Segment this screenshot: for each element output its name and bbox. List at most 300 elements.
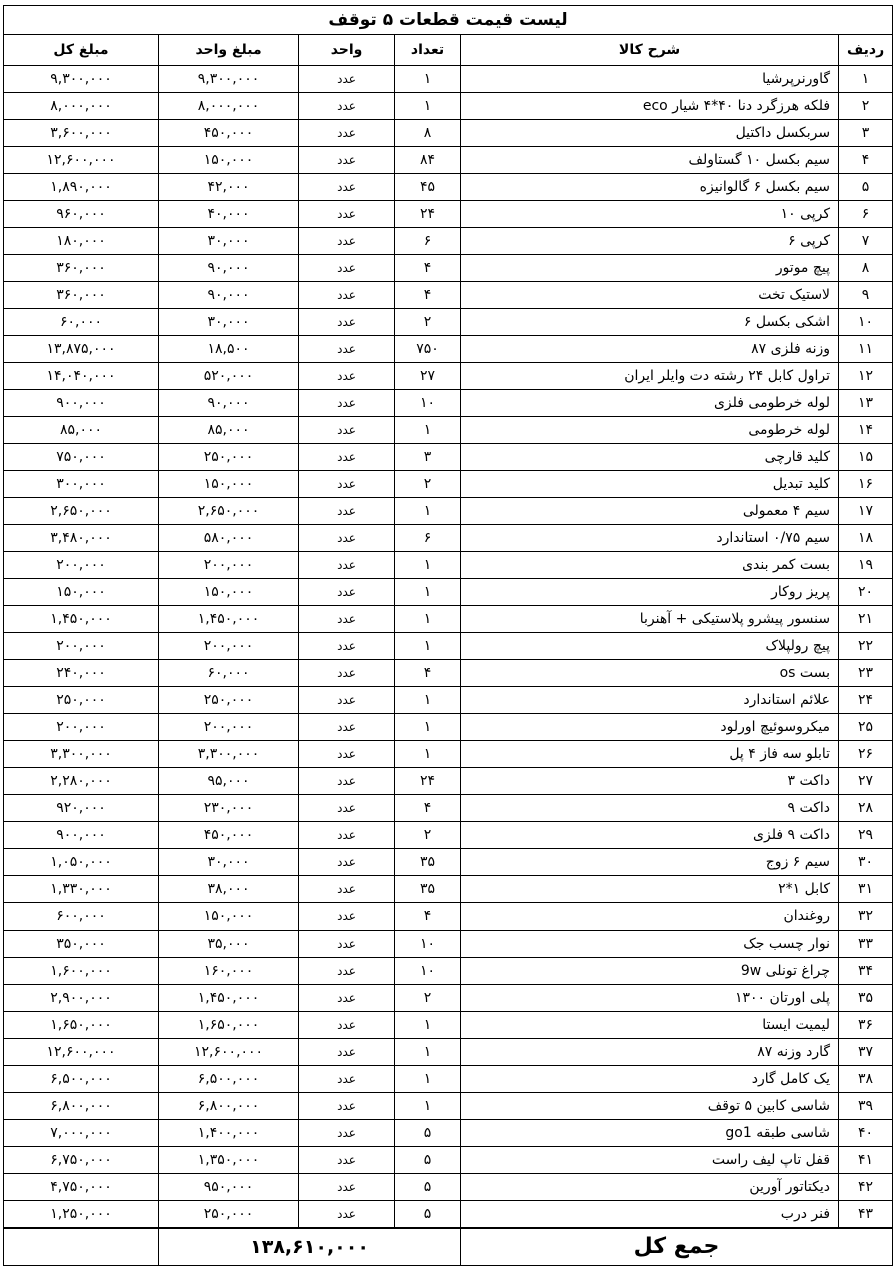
row-unit-price: ۶,۵۰۰,۰۰۰ <box>159 1065 299 1092</box>
table-row <box>4 255 893 282</box>
row-quantity: ۷۵۰ <box>395 336 461 363</box>
table-row <box>4 120 893 147</box>
row-index: ۵ <box>839 174 893 201</box>
row-quantity: ۱ <box>395 1038 461 1065</box>
table-row <box>4 147 893 174</box>
row-description: لیمیت ایستا <box>461 1011 839 1038</box>
row-unit: عدد <box>299 255 395 282</box>
row-unit-price: ۴۵۰,۰۰۰ <box>159 120 299 147</box>
table-row <box>4 1065 893 1092</box>
table-row <box>4 363 893 390</box>
price-list-sheet <box>3 5 892 1277</box>
row-description: کلید قارچی <box>461 444 839 471</box>
row-total-price: ۱۴,۰۴۰,۰۰۰ <box>4 363 159 390</box>
row-unit: عدد <box>299 1200 395 1228</box>
row-total-price: ۶,۷۵۰,۰۰۰ <box>4 1146 159 1173</box>
table-row <box>4 471 893 498</box>
row-unit: عدد <box>299 417 395 444</box>
row-index: ۲۰ <box>839 579 893 606</box>
row-index: ۳۶ <box>839 1011 893 1038</box>
row-total-price: ۴,۷۵۰,۰۰۰ <box>4 1173 159 1200</box>
row-unit-price: ۸۵,۰۰۰ <box>159 417 299 444</box>
row-total-price: ۲,۹۰۰,۰۰۰ <box>4 984 159 1011</box>
row-unit: عدد <box>299 1065 395 1092</box>
row-unit-price: ۱۵۰,۰۰۰ <box>159 471 299 498</box>
row-total-price: ۹,۳۰۰,۰۰۰ <box>4 66 159 93</box>
table-row <box>4 1146 893 1173</box>
row-unit-price: ۲۳۰,۰۰۰ <box>159 795 299 822</box>
table-row <box>4 1038 893 1065</box>
row-quantity: ۳۵ <box>395 876 461 903</box>
row-unit: عدد <box>299 120 395 147</box>
row-quantity: ۵ <box>395 1173 461 1200</box>
table-row <box>4 984 893 1011</box>
row-index: ۸ <box>839 255 893 282</box>
row-description: داکت ۹ فلزی <box>461 822 839 849</box>
table-body <box>4 66 893 1228</box>
row-total-price: ۱,۳۳۰,۰۰۰ <box>4 876 159 903</box>
table-row <box>4 822 893 849</box>
row-unit: عدد <box>299 1146 395 1173</box>
row-description: سربکسل داکتیل <box>461 120 839 147</box>
row-quantity: ۱ <box>395 1011 461 1038</box>
row-unit: عدد <box>299 822 395 849</box>
row-total-price: ۱,۲۵۰,۰۰۰ <box>4 1200 159 1228</box>
row-quantity: ۱ <box>395 498 461 525</box>
row-total-price: ۱۳,۸۷۵,۰۰۰ <box>4 336 159 363</box>
row-unit-price: ۱۵۰,۰۰۰ <box>159 903 299 930</box>
row-unit: عدد <box>299 1038 395 1065</box>
row-index: ۱۳ <box>839 390 893 417</box>
page-title: لیست قیمت قطعات ۵ توقف <box>4 6 893 35</box>
row-unit-price: ۳۰,۰۰۰ <box>159 309 299 336</box>
row-description: روغندان <box>461 903 839 930</box>
row-description: گارد وزنه ۸۷ <box>461 1038 839 1065</box>
row-quantity: ۴ <box>395 903 461 930</box>
row-quantity: ۵ <box>395 1119 461 1146</box>
row-total-price: ۱۵۰,۰۰۰ <box>4 579 159 606</box>
row-description: سیم بکسل ۱۰ گستاولف <box>461 147 839 174</box>
row-total-price: ۶,۵۰۰,۰۰۰ <box>4 1065 159 1092</box>
row-unit: عدد <box>299 471 395 498</box>
table-row <box>4 660 893 687</box>
row-unit: عدد <box>299 444 395 471</box>
row-description: بست کمر بندی <box>461 552 839 579</box>
row-unit: عدد <box>299 795 395 822</box>
row-description: قفل تاپ لیف راست <box>461 1146 839 1173</box>
row-unit-price: ۴۵۰,۰۰۰ <box>159 822 299 849</box>
row-quantity: ۱ <box>395 633 461 660</box>
row-quantity: ۱۰ <box>395 930 461 957</box>
row-index: ۱۸ <box>839 525 893 552</box>
row-total-price: ۶,۸۰۰,۰۰۰ <box>4 1092 159 1119</box>
row-unit-price: ۱۸,۵۰۰ <box>159 336 299 363</box>
row-description: سنسور پیشرو پلاستیکی + آهنربا <box>461 606 839 633</box>
row-unit-price: ۱۲,۶۰۰,۰۰۰ <box>159 1038 299 1065</box>
row-index: ۲۷ <box>839 768 893 795</box>
row-total-price: ۸۵,۰۰۰ <box>4 417 159 444</box>
row-quantity: ۴ <box>395 282 461 309</box>
table-row <box>4 1092 893 1119</box>
table-row <box>4 876 893 903</box>
table-row <box>4 444 893 471</box>
row-unit-price: ۸,۰۰۰,۰۰۰ <box>159 93 299 120</box>
row-unit-price: ۹۰,۰۰۰ <box>159 255 299 282</box>
row-description: تابلو سه فاز ۴ پل <box>461 741 839 768</box>
grand-total-empty-cell <box>4 1228 159 1266</box>
row-description: فلکه هرزگرد دنا ۴۰*۴ شیار eco <box>461 93 839 120</box>
row-unit: عدد <box>299 228 395 255</box>
row-unit-price: ۲۰۰,۰۰۰ <box>159 714 299 741</box>
row-unit-price: ۱,۴۵۰,۰۰۰ <box>159 606 299 633</box>
row-total-price: ۲۰۰,۰۰۰ <box>4 714 159 741</box>
row-unit: عدد <box>299 282 395 309</box>
row-quantity: ۱ <box>395 579 461 606</box>
row-description: پیچ رولپلاک <box>461 633 839 660</box>
row-total-price: ۱,۶۰۰,۰۰۰ <box>4 957 159 984</box>
row-total-price: ۱۸۰,۰۰۰ <box>4 228 159 255</box>
row-total-price: ۲۰۰,۰۰۰ <box>4 552 159 579</box>
row-quantity: ۵ <box>395 1146 461 1173</box>
table-row <box>4 606 893 633</box>
row-unit: عدد <box>299 66 395 93</box>
row-unit-price: ۲۰۰,۰۰۰ <box>159 633 299 660</box>
row-quantity: ۲ <box>395 471 461 498</box>
row-unit-price: ۹۰,۰۰۰ <box>159 282 299 309</box>
row-total-price: ۳,۴۸۰,۰۰۰ <box>4 525 159 552</box>
table-row <box>4 174 893 201</box>
row-description: لوله خرطومی <box>461 417 839 444</box>
row-index: ۳۱ <box>839 876 893 903</box>
row-quantity: ۸ <box>395 120 461 147</box>
row-unit: عدد <box>299 876 395 903</box>
table-row <box>4 741 893 768</box>
header-quantity: تعداد <box>395 35 461 66</box>
table-row <box>4 228 893 255</box>
row-unit-price: ۵۲۰,۰۰۰ <box>159 363 299 390</box>
row-unit: عدد <box>299 606 395 633</box>
row-description: یک کامل گارد <box>461 1065 839 1092</box>
row-unit-price: ۳۰,۰۰۰ <box>159 849 299 876</box>
table-row <box>4 1119 893 1146</box>
row-index: ۲ <box>839 93 893 120</box>
row-index: ۱۷ <box>839 498 893 525</box>
row-description: شاسی طبقه go1 <box>461 1119 839 1146</box>
header-index: ردیف <box>839 35 893 66</box>
row-index: ۹ <box>839 282 893 309</box>
row-description: پیچ موتور <box>461 255 839 282</box>
row-quantity: ۱ <box>395 606 461 633</box>
row-description: سیم ۴ معمولی <box>461 498 839 525</box>
row-total-price: ۱۲,۶۰۰,۰۰۰ <box>4 1038 159 1065</box>
row-description: لاستیک تخت <box>461 282 839 309</box>
header-row <box>4 35 893 66</box>
row-description: سیم ۰/۷۵ استاندارد <box>461 525 839 552</box>
row-quantity: ۲۴ <box>395 201 461 228</box>
row-unit-price: ۱۵۰,۰۰۰ <box>159 579 299 606</box>
row-quantity: ۸۴ <box>395 147 461 174</box>
row-quantity: ۴ <box>395 255 461 282</box>
row-quantity: ۲ <box>395 309 461 336</box>
row-index: ۱۹ <box>839 552 893 579</box>
row-description: داکت ۹ <box>461 795 839 822</box>
row-unit: عدد <box>299 1173 395 1200</box>
row-total-price: ۳,۳۰۰,۰۰۰ <box>4 741 159 768</box>
row-index: ۲۲ <box>839 633 893 660</box>
row-index: ۳۷ <box>839 1038 893 1065</box>
row-description: پلی اورتان ۱۳۰۰ <box>461 984 839 1011</box>
row-quantity: ۱ <box>395 741 461 768</box>
row-unit: عدد <box>299 579 395 606</box>
row-quantity: ۱ <box>395 93 461 120</box>
table-row <box>4 282 893 309</box>
row-unit: عدد <box>299 741 395 768</box>
row-unit-price: ۲۵۰,۰۰۰ <box>159 1200 299 1228</box>
row-quantity: ۳۵ <box>395 849 461 876</box>
row-unit: عدد <box>299 930 395 957</box>
row-total-price: ۷,۰۰۰,۰۰۰ <box>4 1119 159 1146</box>
row-total-price: ۳۰۰,۰۰۰ <box>4 471 159 498</box>
row-total-price: ۳,۶۰۰,۰۰۰ <box>4 120 159 147</box>
row-unit: عدد <box>299 147 395 174</box>
row-unit: عدد <box>299 1092 395 1119</box>
title-row <box>4 6 893 35</box>
row-unit-price: ۴۰,۰۰۰ <box>159 201 299 228</box>
row-total-price: ۹۲۰,۰۰۰ <box>4 795 159 822</box>
row-unit-price: ۹۰,۰۰۰ <box>159 390 299 417</box>
row-index: ۳۸ <box>839 1065 893 1092</box>
row-unit: عدد <box>299 336 395 363</box>
row-description: اشکی بکسل ۶ <box>461 309 839 336</box>
row-unit: عدد <box>299 903 395 930</box>
table-row <box>4 1011 893 1038</box>
row-index: ۱ <box>839 66 893 93</box>
row-index: ۳۴ <box>839 957 893 984</box>
row-unit-price: ۹۵,۰۰۰ <box>159 768 299 795</box>
row-total-price: ۲۵۰,۰۰۰ <box>4 687 159 714</box>
row-total-price: ۲,۶۵۰,۰۰۰ <box>4 498 159 525</box>
row-quantity: ۱ <box>395 66 461 93</box>
row-quantity: ۶ <box>395 228 461 255</box>
row-total-price: ۱۲,۶۰۰,۰۰۰ <box>4 147 159 174</box>
row-quantity: ۲۴ <box>395 768 461 795</box>
row-index: ۳۳ <box>839 930 893 957</box>
row-index: ۱۰ <box>839 309 893 336</box>
row-quantity: ۶ <box>395 525 461 552</box>
row-unit: عدد <box>299 633 395 660</box>
header-total-price: مبلغ کل <box>4 35 159 66</box>
row-description: دیکتاتور آورین <box>461 1173 839 1200</box>
row-unit: عدد <box>299 849 395 876</box>
row-total-price: ۶۰۰,۰۰۰ <box>4 903 159 930</box>
row-index: ۳۲ <box>839 903 893 930</box>
row-total-price: ۱,۰۵۰,۰۰۰ <box>4 849 159 876</box>
row-total-price: ۳۶۰,۰۰۰ <box>4 255 159 282</box>
row-index: ۳۰ <box>839 849 893 876</box>
row-unit-price: ۱,۶۵۰,۰۰۰ <box>159 1011 299 1038</box>
table-row <box>4 417 893 444</box>
row-index: ۲۳ <box>839 660 893 687</box>
row-unit: عدد <box>299 93 395 120</box>
row-index: ۲۵ <box>839 714 893 741</box>
row-quantity: ۱۰ <box>395 957 461 984</box>
row-unit-price: ۳,۳۰۰,۰۰۰ <box>159 741 299 768</box>
row-total-price: ۲۴۰,۰۰۰ <box>4 660 159 687</box>
row-quantity: ۱ <box>395 417 461 444</box>
row-unit-price: ۲۵۰,۰۰۰ <box>159 444 299 471</box>
row-description: علائم استاندارد <box>461 687 839 714</box>
row-unit-price: ۵۸۰,۰۰۰ <box>159 525 299 552</box>
table-row <box>4 714 893 741</box>
row-quantity: ۴ <box>395 660 461 687</box>
row-unit: عدد <box>299 363 395 390</box>
table-row <box>4 390 893 417</box>
row-quantity: ۱ <box>395 1065 461 1092</box>
table-row <box>4 957 893 984</box>
row-total-price: ۳۶۰,۰۰۰ <box>4 282 159 309</box>
table-row <box>4 525 893 552</box>
row-index: ۱۱ <box>839 336 893 363</box>
row-quantity: ۲ <box>395 984 461 1011</box>
row-description: کرپی ۱۰ <box>461 201 839 228</box>
row-unit: عدد <box>299 1119 395 1146</box>
table-row <box>4 768 893 795</box>
header-description: شرح کالا <box>461 35 839 66</box>
row-unit: عدد <box>299 174 395 201</box>
row-index: ۲۴ <box>839 687 893 714</box>
row-unit-price: ۹۵۰,۰۰۰ <box>159 1173 299 1200</box>
row-quantity: ۱ <box>395 552 461 579</box>
table-row <box>4 633 893 660</box>
row-index: ۴۲ <box>839 1173 893 1200</box>
row-unit: عدد <box>299 714 395 741</box>
row-index: ۲۸ <box>839 795 893 822</box>
row-unit: عدد <box>299 957 395 984</box>
row-unit: عدد <box>299 498 395 525</box>
row-quantity: ۲ <box>395 822 461 849</box>
row-index: ۴۳ <box>839 1200 893 1228</box>
row-unit: عدد <box>299 687 395 714</box>
row-total-price: ۱,۶۵۰,۰۰۰ <box>4 1011 159 1038</box>
table-row <box>4 579 893 606</box>
row-description: چراغ تونلی 9w <box>461 957 839 984</box>
row-quantity: ۱ <box>395 1092 461 1119</box>
row-total-price: ۱,۸۹۰,۰۰۰ <box>4 174 159 201</box>
row-index: ۲۶ <box>839 741 893 768</box>
row-description: گاورنرپرشیا <box>461 66 839 93</box>
table-row <box>4 309 893 336</box>
table-row <box>4 849 893 876</box>
row-unit-price: ۳۵,۰۰۰ <box>159 930 299 957</box>
table-row <box>4 1200 893 1228</box>
row-quantity: ۴۵ <box>395 174 461 201</box>
table-row <box>4 93 893 120</box>
row-unit: عدد <box>299 201 395 228</box>
row-index: ۱۴ <box>839 417 893 444</box>
row-unit-price: ۴۲,۰۰۰ <box>159 174 299 201</box>
row-description: تراول کابل ۲۴ رشته دت وایلر ایران <box>461 363 839 390</box>
row-description: وزنه فلزی ۸۷ <box>461 336 839 363</box>
row-description: میکروسوئیچ اورلود <box>461 714 839 741</box>
row-unit: عدد <box>299 984 395 1011</box>
row-index: ۴ <box>839 147 893 174</box>
row-unit-price: ۲۵۰,۰۰۰ <box>159 687 299 714</box>
row-total-price: ۶۰,۰۰۰ <box>4 309 159 336</box>
table-row <box>4 687 893 714</box>
row-index: ۱۶ <box>839 471 893 498</box>
row-total-price: ۲۰۰,۰۰۰ <box>4 633 159 660</box>
row-total-price: ۹۶۰,۰۰۰ <box>4 201 159 228</box>
row-unit-price: ۲,۶۵۰,۰۰۰ <box>159 498 299 525</box>
row-index: ۷ <box>839 228 893 255</box>
row-quantity: ۵ <box>395 1200 461 1228</box>
row-unit: عدد <box>299 1011 395 1038</box>
row-quantity: ۳ <box>395 444 461 471</box>
row-index: ۲۱ <box>839 606 893 633</box>
row-unit-price: ۳۸,۰۰۰ <box>159 876 299 903</box>
row-unit-price: ۱۵۰,۰۰۰ <box>159 147 299 174</box>
table-row <box>4 552 893 579</box>
row-total-price: ۲,۲۸۰,۰۰۰ <box>4 768 159 795</box>
row-description: سیم ۶ زوج <box>461 849 839 876</box>
row-description: شاسی کابین ۵ توقف <box>461 1092 839 1119</box>
row-description: پریز روکار <box>461 579 839 606</box>
row-description: لوله خرطومی فلزی <box>461 390 839 417</box>
row-total-price: ۹۰۰,۰۰۰ <box>4 822 159 849</box>
row-unit-price: ۶,۸۰۰,۰۰۰ <box>159 1092 299 1119</box>
row-index: ۶ <box>839 201 893 228</box>
row-unit-price: ۶۰,۰۰۰ <box>159 660 299 687</box>
row-index: ۴۱ <box>839 1146 893 1173</box>
row-unit: عدد <box>299 309 395 336</box>
row-unit-price: ۱,۳۵۰,۰۰۰ <box>159 1146 299 1173</box>
row-unit-price: ۱,۴۰۰,۰۰۰ <box>159 1119 299 1146</box>
row-unit: عدد <box>299 768 395 795</box>
table-row <box>4 930 893 957</box>
row-quantity: ۱ <box>395 714 461 741</box>
table-row <box>4 66 893 93</box>
row-description: داکت ۳ <box>461 768 839 795</box>
row-total-price: ۷۵۰,۰۰۰ <box>4 444 159 471</box>
row-quantity: ۱ <box>395 687 461 714</box>
row-index: ۱۲ <box>839 363 893 390</box>
row-unit: عدد <box>299 525 395 552</box>
row-index: ۳۵ <box>839 984 893 1011</box>
row-unit: عدد <box>299 390 395 417</box>
table-row <box>4 336 893 363</box>
row-unit: عدد <box>299 552 395 579</box>
row-description: سیم بکسل ۶ گالوانیزه <box>461 174 839 201</box>
header-unit: واحد <box>299 35 395 66</box>
row-total-price: ۸,۰۰۰,۰۰۰ <box>4 93 159 120</box>
table-row <box>4 795 893 822</box>
row-index: ۴۰ <box>839 1119 893 1146</box>
row-description: کلید تبدیل <box>461 471 839 498</box>
row-total-price: ۱,۴۵۰,۰۰۰ <box>4 606 159 633</box>
row-index: ۲۹ <box>839 822 893 849</box>
row-quantity: ۴ <box>395 795 461 822</box>
row-unit: عدد <box>299 660 395 687</box>
row-index: ۳ <box>839 120 893 147</box>
row-description: بست os <box>461 660 839 687</box>
grand-total-label: جمع کل <box>461 1228 893 1266</box>
grand-total-value: ۱۳۸,۶۱۰,۰۰۰ <box>159 1228 461 1266</box>
row-description: کابل ۱*۲ <box>461 876 839 903</box>
grand-total-row <box>4 1228 893 1266</box>
row-index: ۱۵ <box>839 444 893 471</box>
table-row <box>4 903 893 930</box>
row-unit-price: ۹,۳۰۰,۰۰۰ <box>159 66 299 93</box>
